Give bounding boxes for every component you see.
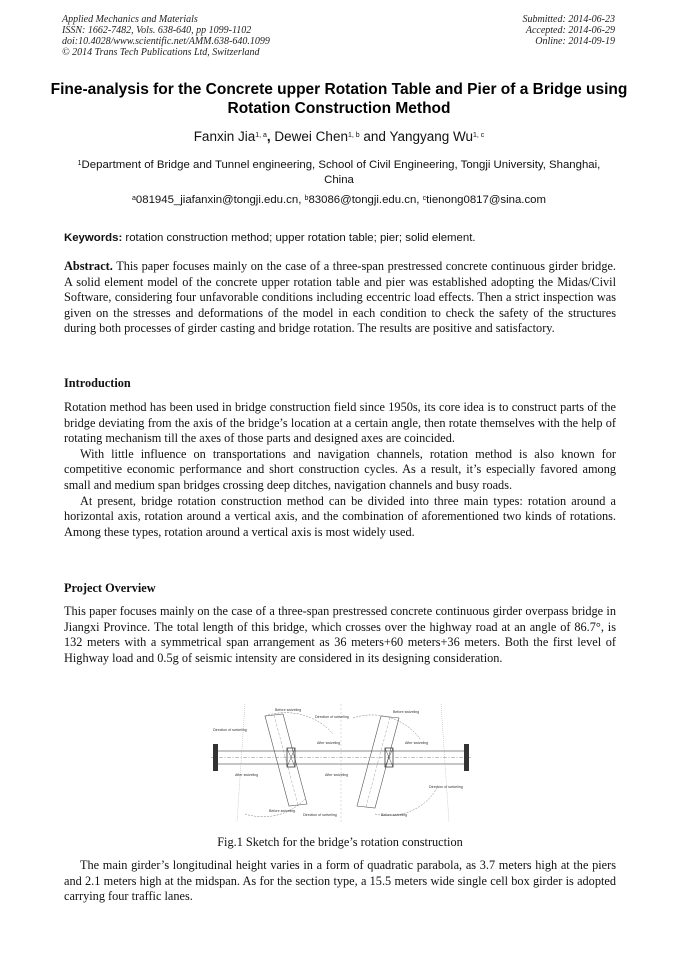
label-direction-right: Direction of swiveling: [429, 785, 463, 789]
project-overview-body: [64, 604, 616, 666]
author-superscript: 1, c: [473, 132, 485, 139]
paper-title: Fine-analysis for the Concrete upper Rotation Table and Pier of a Bridge using Rotation Construction Method: [50, 81, 628, 117]
label-direction-left: Direction of swiveling: [213, 728, 247, 732]
email-superscript: b: [304, 195, 309, 202]
abstract: [64, 259, 616, 337]
figure-caption: Fig.1 Sketch for the bridge’s rotation construction: [217, 835, 463, 849]
abutment-right: [464, 744, 469, 771]
paragraph: At present, bridge rotation construction method can be divided into three main types: rotation around a horizontal axis, rotation around a vertical axis, and the combination of aforementioned two kinds of rotations. Among these types, rotation around a vertical axis is most widely used.: [64, 493, 616, 539]
affiliation-superscript: 1: [77, 160, 82, 167]
submission-dates: [523, 14, 616, 47]
section-heading-project-overview: Project Overview: [64, 581, 156, 595]
paragraph: With little influence on transportations and navigation channels, rotation method is also known for competitive economic performance and short construction cycles. As a result, it’s especially favored among small and medium span bridges crossing deep ditches, navigation channels and busy roads.: [64, 446, 616, 492]
label-after-3: After swiveling: [235, 773, 259, 777]
highway-edge: [441, 704, 449, 822]
keywords: [64, 231, 616, 245]
keywords-label: Keywords:: [64, 232, 123, 244]
author-separator: ,: [266, 129, 275, 144]
girder-before-right-center: [366, 717, 390, 807]
abutment-left: [213, 744, 218, 771]
label-before-4: Before swiveling: [381, 813, 408, 817]
accepted-date: Accepted: 2014-06-29: [525, 25, 615, 36]
journal-info: [62, 14, 270, 58]
author-name: Dewei Chen: [274, 129, 348, 144]
paragraph: Rotation method has been used in bridge construction field since 1950s, its core idea is to construct parts of the bridge deviating from the axis of the bridge’s location at a certain angle, then rotate themselves with the help of rotating mechanism till the axes of those parts and designed axes are coincided.: [64, 400, 616, 446]
affiliation-text: Department of Bridge and Tunnel engineering, School of Civil Engineering, Tongji University, Shanghai, China: [81, 159, 601, 186]
email-link[interactable]: 081945_jiafanxin@tongji.edu.cn,: [135, 194, 305, 206]
journal-name: Applied Mechanics and Materials: [62, 14, 198, 25]
email-link[interactable]: 83086@tongji.edu.cn,: [308, 194, 423, 206]
bridge-rotation-sketch: [205, 704, 477, 822]
online-date: Online: 2014-09-19: [535, 36, 615, 47]
doi-link[interactable]: doi:10.4028/www.scientific.net/AMM.638-640.1099: [62, 36, 270, 47]
label-before-3: Before swiveling: [269, 809, 296, 813]
label-after-4: After swiveling: [325, 773, 349, 777]
label-before-2: Before swiveling: [393, 710, 420, 714]
email-superscript: c: [422, 195, 427, 202]
copyright-line: © 2014 Trans Tech Publications Ltd, Switzerland: [62, 47, 260, 58]
label-after-1: After swiveling: [317, 741, 341, 745]
paragraph: The main girder’s longitudinal height varies in a form of quadratic parabola, as 3.7 meters high at the piers and 2.1 meters high at the midspan. As for the section type, a 15.5 meters wide single cell box girder is adopted carrying four traffic lanes.: [64, 858, 616, 904]
author-emails: [50, 193, 628, 207]
label-before-1: Before swiveling: [275, 708, 302, 712]
paragraph: This paper focuses mainly on the case of a three-span prestressed concrete continuous girder overpass bridge in Jiangxi Province. The total length of this bridge, which crosses over the highway road at an angle of 86.7°, is 132 meters with a symmetrical span arrangement as 36 meters+60 meters+36 meters. Both the first level of Highway load and 0.5g of seismic intensity are considered in its designing consideration.: [64, 604, 616, 665]
author-superscript: 1, a: [255, 132, 267, 139]
keywords-text: rotation construction method; upper rotation table; pier; solid element.: [122, 232, 476, 244]
swing-arc: [245, 799, 305, 817]
introduction-body: [64, 400, 616, 540]
swing-arc: [375, 788, 437, 816]
issn-line: ISSN: 1662-7482, Vols. 638-640, pp 1099-1102: [62, 25, 252, 36]
author-name: Yangyang Wu: [389, 129, 474, 144]
abstract-text: This paper focuses mainly on the case of a three-span prestressed concrete continuous girder bridge. A solid element model of the concrete upper rotation table and pier was established adopting the Midas/Civil Software, considering four unfavorable conditions including eccentric load effects. Then a strict inspection was given on the stresses and deformations of the model in each condition to check the safety of the structures during both processes of girder casting and bridge rotation. The results are positive and satisfactory.: [64, 259, 616, 336]
submitted-date: Submitted: 2014-06-23: [522, 14, 615, 25]
girder-before-left-center: [274, 715, 298, 805]
affiliation: [75, 158, 603, 187]
section-heading-introduction: Introduction: [64, 376, 131, 390]
email-link[interactable]: tienong0817@sina.com: [426, 194, 546, 206]
abstract-label: Abstract.: [64, 259, 113, 273]
author-separator: and: [359, 129, 390, 144]
author-line: [50, 129, 628, 145]
swing-arc: [353, 715, 420, 739]
author-superscript: 1, b: [347, 132, 360, 139]
girder-description: [64, 858, 616, 905]
label-direction-bottom: Direction of swiveling: [303, 813, 337, 817]
highway-edge: [237, 704, 245, 822]
author-name: Fanxin Jia: [193, 129, 256, 144]
label-after-2: After swiveling: [405, 741, 429, 745]
label-direction-top: Direction of swiveling: [315, 715, 349, 719]
email-superscript: a: [132, 195, 136, 202]
